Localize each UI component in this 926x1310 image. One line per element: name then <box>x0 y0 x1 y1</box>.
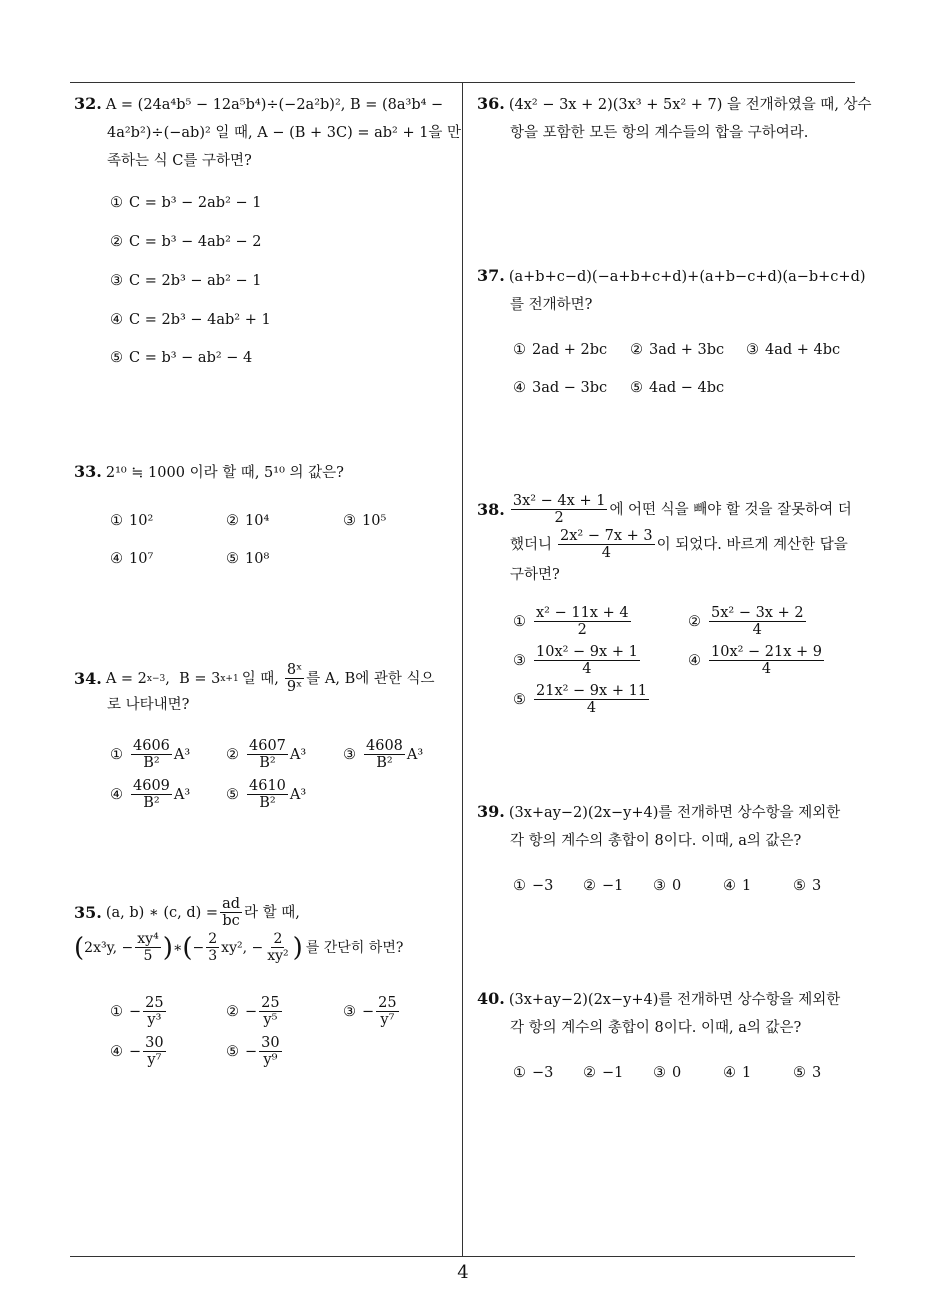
answer-option[interactable]: ③ $\frac{\text{10x² − 9x + 1}}{4}$ <box>513 644 638 677</box>
question-text-line: (3x+ay−2)(2x−y+4)를 전개하면 상수항을 제외한 <box>508 805 841 821</box>
answer-option[interactable]: ④ 1 <box>723 1065 752 1081</box>
fraction: $\frac{2}{\text{xy²}}$ <box>267 931 289 964</box>
fraction: $\frac{2}{3}$ <box>208 931 218 964</box>
answer-option[interactable]: ④ 10⁷ <box>110 551 154 567</box>
answer-option[interactable]: ① $\frac{\text{x² − 11x + 4}}{2}$ <box>513 605 629 638</box>
answer-option[interactable]: ③ 4ad + 4bc <box>746 342 841 358</box>
answer-option[interactable]: ④ $\frac{\text{10x² − 21x + 9}}{4}$ <box>688 644 823 677</box>
page-number: 4 <box>457 1262 469 1283</box>
answer-option[interactable]: ② $\frac{\text{5x² − 3x + 2}}{4}$ <box>688 605 804 638</box>
question-35: 35. (a, b) ∗ (c, d) = $\frac{ad}{bc}$ 라 할 때, ( 2x³y, − $\frac{\text{xy⁴}}{5}$ ) ∗ ( − $\frac{2}{3}$ xy², − $\frac{2}{\text{xy²}}$ ) 를 간단히 하면? <box>74 896 404 964</box>
answer-option[interactable]: ⑤ 4ad − 4bc <box>630 380 725 396</box>
answer-option[interactable]: ③ 0 <box>653 1065 682 1081</box>
question-text-line: 구하면? <box>510 567 560 583</box>
answer-option[interactable]: ① −3 <box>513 1065 554 1081</box>
fraction: $\frac{\text{xy⁴}}{5}$ <box>137 931 159 964</box>
fraction: $\frac{\text{2x² − 7x + 3}}{4}$ <box>560 528 653 561</box>
answer-option[interactable]: ⑤ 3 <box>793 1065 822 1081</box>
question-text-line: 각 항의 계수의 총합이 8이다. 이때, a의 값은? <box>510 1020 802 1036</box>
question-text-line: 4a²b²)÷(−ab)² 일 때, A − (B + 3C) = ab² + 1을 만 <box>107 125 462 141</box>
answer-option[interactable]: ③ − $\frac{25}{\text{y⁷}}$ <box>343 995 397 1028</box>
answer-option[interactable]: ② 3ad + 3bc <box>630 342 725 358</box>
answer-option[interactable]: ⑤ C = b³ − ab² − 4 <box>110 350 253 366</box>
fraction: $\frac{\text{3x² − 4x + 1}}{2}$ <box>512 493 606 526</box>
answer-option[interactable]: ② −1 <box>583 1065 624 1081</box>
question-text-line: 족하는 식 C를 구하면? <box>107 153 252 169</box>
answer-option[interactable]: ② − $\frac{25}{\text{y⁵}}$ <box>226 995 280 1028</box>
question-text-line: 항을 포함한 모든 항의 계수들의 합을 구하여라. <box>510 125 809 141</box>
answer-option[interactable]: ② −1 <box>583 878 624 894</box>
question-number: 39. <box>477 802 505 821</box>
question-33 <box>74 458 459 487</box>
answer-option[interactable]: ② $\frac{4607}{\text{B²}}$ A³ <box>226 738 307 771</box>
answer-option[interactable]: ⑤ − $\frac{30}{\text{y⁹}}$ <box>226 1035 280 1068</box>
answer-option[interactable]: ④ 1 <box>723 878 752 894</box>
question-number: 34. <box>74 668 102 688</box>
question-34: 34. A = 2 x−3 , B = 3 x+1 일 때, $\frac{\text{8ˣ}}{\text{9ˣ}}$ 를 A, B에 관한 식으 로 나타내면? <box>74 662 459 719</box>
bottom-rule <box>70 1256 855 1257</box>
answer-option[interactable]: ① − $\frac{25}{\text{y³}}$ <box>110 995 164 1028</box>
question-37 <box>477 262 866 319</box>
answer-option[interactable]: ③ $\frac{4608}{\text{B²}}$ A³ <box>343 738 424 771</box>
answer-option[interactable]: ② C = b³ − 4ab² − 2 <box>110 234 262 250</box>
answer-option[interactable]: ④ 3ad − 3bc <box>513 380 608 396</box>
question-number: 38. <box>477 499 505 519</box>
answer-option[interactable]: ⑤ 3 <box>793 878 822 894</box>
question-text-line: 각 항의 계수의 총합이 8이다. 이때, a의 값은? <box>510 833 802 849</box>
answer-option[interactable]: ⑤ $\frac{4610}{\text{B²}}$ A³ <box>226 778 307 811</box>
answer-option[interactable]: ① 2ad + 2bc <box>513 342 608 358</box>
answer-option[interactable]: ④ C = 2b³ − 4ab² + 1 <box>110 312 271 328</box>
question-number: 37. <box>477 266 505 285</box>
answer-option[interactable]: ① $\frac{4606}{\text{B²}}$ A³ <box>110 738 191 771</box>
answer-option[interactable]: ④ $\frac{4609}{\text{B²}}$ A³ <box>110 778 191 811</box>
question-text-line: 2¹⁰ ≒ 1000 이라 할 때, 5¹⁰ 의 값은? <box>105 465 344 481</box>
question-text-line: (a+b+c−d)(−a+b+c+d)+(a+b−c+d)(a−b+c+d) <box>508 269 866 285</box>
fraction: $\frac{\text{8ˣ}}{\text{9ˣ}}$ <box>286 662 303 695</box>
answer-option[interactable]: ① C = b³ − 2ab² − 1 <box>110 195 262 211</box>
question-text-line: (3x+ay−2)(2x−y+4)를 전개하면 상수항을 제외한 <box>508 992 841 1008</box>
question-number: 32. <box>74 94 102 113</box>
answer-option[interactable]: ③ 10⁵ <box>343 513 387 529</box>
question-38: 38. $\frac{\text{3x² − 4x + 1}}{2}$ 에 어떤 식을 빼야 할 것을 잘못하여 더 했더니 $\frac{\text{2x² − 7x + 3}}{4}$ 이 되었다. 바르게 계산한 답을 구하면? <box>477 493 859 589</box>
question-number: 35. <box>74 902 102 922</box>
question-number: 33. <box>74 462 102 481</box>
question-text-line: A = (24a⁴b⁵ − 12a⁵b⁴)÷(−2a²b)², B = (8a³b⁴ − <box>105 97 444 113</box>
question-39 <box>477 798 859 855</box>
answer-option[interactable]: ⑤ $\frac{\text{21x² − 9x + 11}}{4}$ <box>513 683 648 716</box>
question-text-line: 를 전개하면? <box>510 297 593 313</box>
question-text-line: (4x² − 3x + 2)(3x³ + 5x² + 7) 을 전개하였을 때, 상수 <box>508 97 872 113</box>
answer-option[interactable]: ① 10² <box>110 513 154 529</box>
question-number: 36. <box>477 94 505 113</box>
column-divider <box>462 83 463 1257</box>
question-40 <box>477 985 859 1042</box>
question-number: 40. <box>477 989 505 1008</box>
answer-option[interactable]: ③ 0 <box>653 878 682 894</box>
question-32 <box>74 90 462 175</box>
fraction: $\frac{ad}{bc}$ <box>222 896 241 929</box>
answer-option[interactable]: ③ C = 2b³ − ab² − 1 <box>110 273 262 289</box>
answer-option[interactable]: ① −3 <box>513 878 554 894</box>
answer-option[interactable]: ② 10⁴ <box>226 513 270 529</box>
answer-option[interactable]: ④ − $\frac{30}{\text{y⁷}}$ <box>110 1035 164 1068</box>
answer-option[interactable]: ⑤ 10⁸ <box>226 551 270 567</box>
question-36 <box>477 90 872 147</box>
question-text-line: 로 나타내면? <box>107 697 190 713</box>
